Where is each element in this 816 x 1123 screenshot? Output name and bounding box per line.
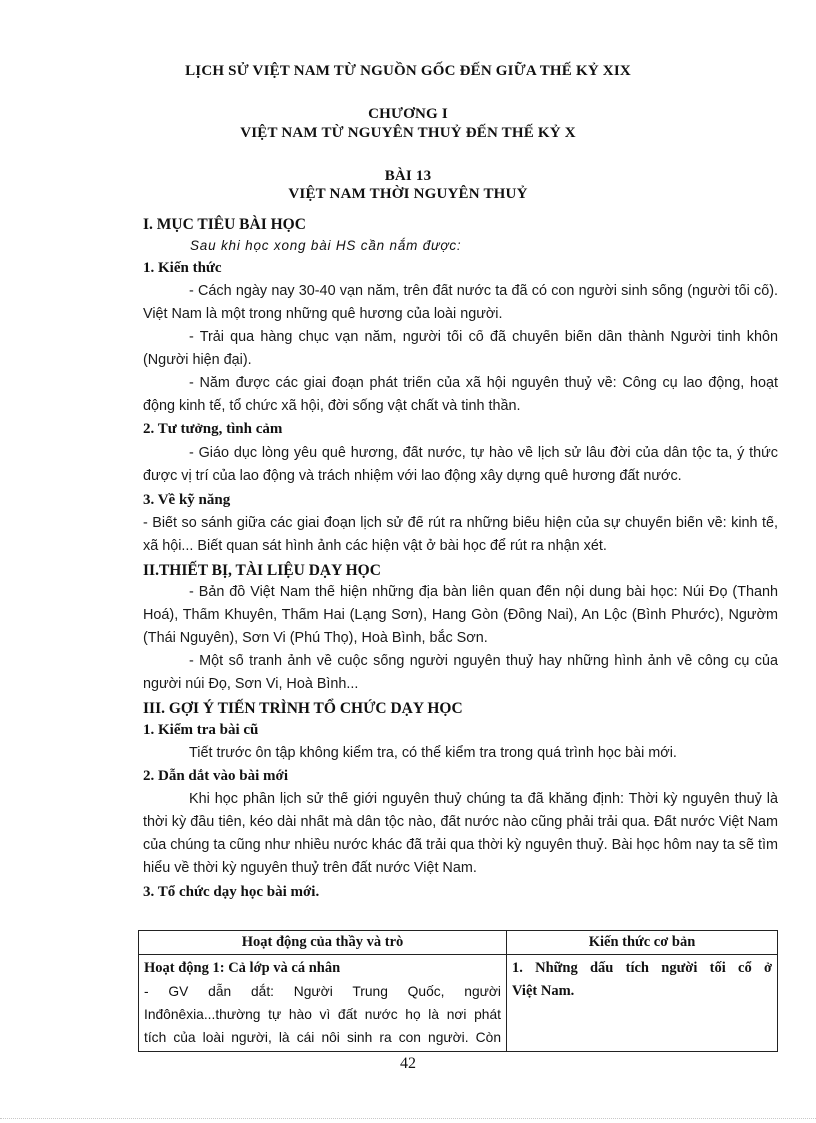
knowledge-line: động kinh tế, tổ chức xã hội, đời sống vật chất và tinh thần.	[143, 398, 521, 414]
section-equipment-heading: II.THIẾT BỊ, TÀI LIỆU DẠY HỌC	[143, 562, 381, 579]
activity-title: Hoạt động 1: Cả lớp và cá nhân	[144, 960, 341, 976]
lead-in-heading: 2. Dẫn dắt vào bài mới	[143, 768, 288, 784]
equipment-line: - Một số tranh ảnh về cuộc sống người nguyên thuỷ hay những hình ảnh về công cụ của	[189, 654, 778, 669]
thought-heading: 2. Tư tưởng, tình cảm	[143, 421, 283, 437]
knowledge-line: - Cách ngày nay 30-40 vạn năm, trên đất nước ta đã có con người sinh sống (người tối cổ).	[189, 284, 778, 299]
lead-in-line: hiểu về thời kỳ nguyên thuỷ trên đất nước Việt Nam.	[143, 860, 477, 876]
table-header-knowledge: Kiến thức cơ bản	[507, 931, 778, 955]
table-header-activities: Hoạt động của thầy và trò	[139, 931, 507, 955]
knowledge-line: Việt Nam là một trong những quê hương của loài người.	[143, 306, 503, 322]
activity-line: Inđônêxia...thường tự hào vì đất nước họ là nơi phát	[144, 1007, 501, 1022]
knowledge-cell	[507, 955, 778, 1052]
activity-table	[138, 930, 778, 1052]
chapter-label: CHƯƠNG I	[368, 106, 448, 122]
knowledge-line: - Trải qua hàng chục vạn năm, người tối cổ đã chuyển biến dần thành Người tinh khôn	[189, 330, 778, 345]
page-divider	[0, 1118, 816, 1119]
activity-line: - GV dẫn dắt: Người Trung Quốc, người	[144, 984, 501, 999]
main-title: LỊCH SỬ VIỆT NAM TỪ NGUỒN GỐC ĐẾN GIỮA THẾ KỶ XIX	[185, 63, 631, 79]
knowledge-line: (Người hiện đại).	[143, 352, 252, 368]
knowledge-title-line: Việt Nam.	[512, 983, 575, 999]
table-row	[139, 955, 778, 1052]
organize-heading: 3. Tổ chức dạy học bài mới.	[143, 884, 320, 900]
knowledge-title-line: 1. Những dấu tích người tối cổ ở	[512, 960, 772, 976]
skill-line: xã hội... Biết quan sát hình ảnh các hiện vật ở bài học để rút ra nhận xét.	[143, 538, 607, 554]
activity-line: tích của loài người, là cái nôi sinh ra con người. Còn	[144, 1030, 501, 1045]
equipment-line: Hoá), Thẩm Khuyên, Thẩm Hai (Lạng Sơn), Hang Gòn (Đồng Nai), An Lộc (Bình Phước), Ngườm	[143, 608, 778, 623]
section-process-heading: III. GỢI Ý TIẾN TRÌNH TỔ CHỨC DẠY HỌC	[143, 700, 463, 717]
equipment-line: người núi Đọ, Sơn Vi, Hoà Bình...	[143, 676, 359, 692]
objectives-intro: Sau khi học xong bài HS cần nắm được:	[190, 238, 462, 253]
skill-heading: 3. Về kỹ năng	[143, 492, 231, 508]
lead-in-line: Khi học phần lịch sử thế giới nguyên thuỷ chúng ta đã khẳng định: Thời kỳ nguyên thuỷ là	[189, 792, 778, 807]
skill-line: - Biết so sánh giữa các giai đoạn lịch sử để rút ra những biểu hiện của sự chuyển biến về: kinh tế,	[143, 516, 778, 531]
thought-line: được vị trí của lao động và trách nhiệm với lao động xây dựng quê hương đất nước.	[143, 468, 682, 484]
lesson-label: BÀI 13	[384, 168, 432, 184]
knowledge-heading: 1. Kiến thức	[143, 260, 222, 276]
activity-cell	[139, 955, 507, 1052]
knowledge-line: - Nắm được các giai đoạn phát triển của xã hội nguyên thuỷ về: Công cụ lao động, hoạt	[189, 376, 778, 391]
page-number: 42	[400, 1055, 416, 1072]
check-old-lesson-text: Tiết trước ôn tập không kiểm tra, có thể kiểm tra trong quá trình học bài mới.	[189, 745, 677, 761]
table-header-row	[139, 931, 778, 955]
section-objectives-heading: I. MỤC TIÊU BÀI HỌC	[143, 216, 306, 233]
equipment-line: (Thái Nguyên), Sơn Vi (Phú Thọ), Hoà Bình, bắc Sơn.	[143, 630, 488, 646]
thought-line: - Giáo dục lòng yêu quê hương, đất nước, tự hào về lịch sử lâu đời của dân tộc ta, ý thức	[189, 446, 778, 461]
equipment-line: - Bản đồ Việt Nam thể hiện những địa bàn liên quan đến nội dung bài học: Núi Đọ (Thanh	[189, 585, 778, 600]
lead-in-line: của chúng ta cũng như nhiều nước khác đã trải qua thời kỳ nguyên thuỷ. Bài học hôm nay ta sẽ tìm	[143, 838, 778, 853]
chapter-title: VIỆT NAM TỪ NGUYÊN THUỶ ĐẾN THẾ KỶ X	[240, 125, 576, 141]
check-old-lesson-heading: 1. Kiểm tra bài cũ	[143, 722, 259, 738]
lesson-title: VIỆT NAM THỜI NGUYÊN THUỶ	[288, 186, 528, 202]
lead-in-line: thời kỳ đầu tiên, kéo dài nhất mà dân tộc nào, đất nước nào cũng phải trải qua. Đất nước Việt Nam	[143, 815, 778, 830]
